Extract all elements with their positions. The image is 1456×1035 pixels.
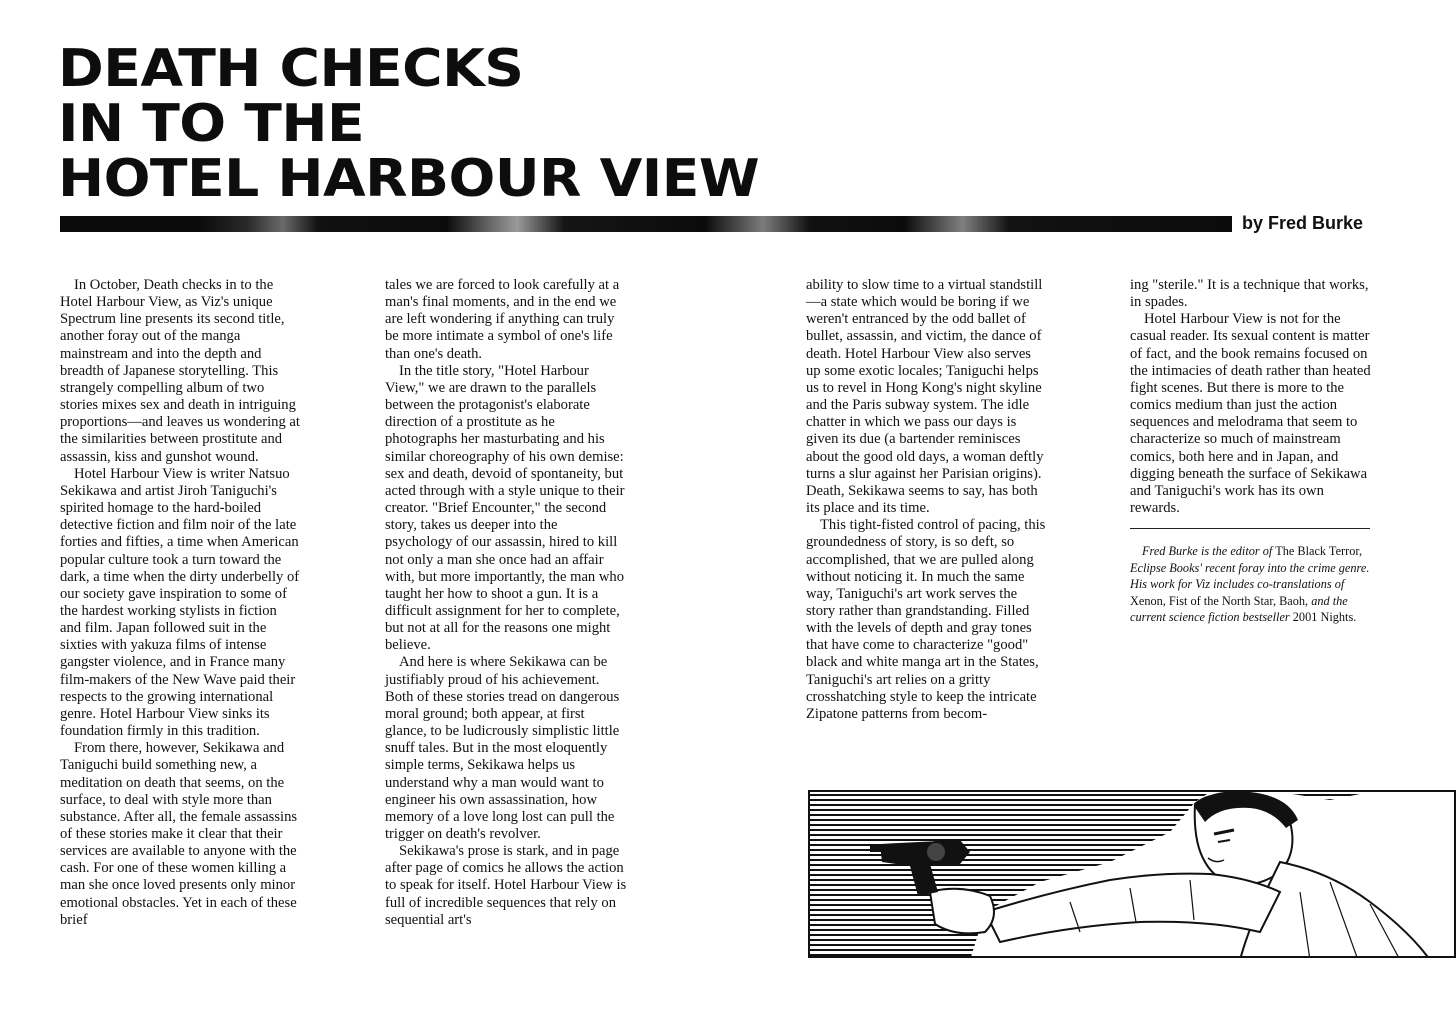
byline: by Fred Burke xyxy=(1242,213,1364,233)
article-headline xyxy=(58,39,760,209)
text-column-1 xyxy=(60,277,300,929)
gunman-artwork xyxy=(810,792,1456,958)
paragraph: Hotel Harbour View is not for the casual reader. Its sexual content is matter of fact, and the book remains focused on the intimacies of death rather than heated fight scenes. But there is more to the comics medium than just the action sequences and melodrama that seem to characterize so much of mainstream comics, both here and in Japan, and digging beneath the surface of Sekikawa and Taniguchi's work has its own rewards. xyxy=(1130,311,1371,517)
bio-title: Xenon, Fist of the North Star, Baoh, xyxy=(1130,593,1309,608)
bio-title: 2001 Nights. xyxy=(1292,610,1357,624)
paragraph: In October, Death checks in to the Hotel Harbour View, as Viz's unique Spectrum line presents its second title, another foray out of the manga mainstream and into the depth and breadth of Japanese storytelling. This strangely compelling album of two stories mixes sex and death in intriguing proportions—and leaves us wondering at the similarities between prostitute and assassin, kiss and gunshot wound. xyxy=(60,277,300,465)
paragraph: ability to slow time to a virtual standstill—a state which would be boring if we weren't entranced by the odd ballet of bullet, assassin, and victim, the dance of death. Hotel Harbour View also serves up some exotic locales; Taniguchi helps us to revel in Hong Kong's night skyline and the Paris subway system. The idle chatter in which we pass our days is given its due (a bartender reminisces about the good old days, a woman deftly turns a slur against her Parisian origins). Death, Sekikawa seems to say, has both its place and its time. xyxy=(806,277,1044,517)
bio-text: Fred Burke is the editor of xyxy=(1142,544,1273,558)
paragraph: This tight-fisted control of pacing, this groundedness of story, is so deft, so accomplished, that we are pulled along without noticing it. In much the same way, Taniguchi's art work serves the story rather than grandstanding. Filled with the levels of depth and gray tones that have come to characterize "good" black and white manga art in the States, Taniguchi's art relies on a gritty crosshatching style to keep the intricate Zipatone patterns from becom- xyxy=(806,517,1046,722)
paragraph: And here is where Sekikawa can be justifiably proud of his achievement. Both of these stories tread on dangerous moral ground; both appear, at first glance, to be ludicrously simplistic little snuff tales. But in the most eloquently simple terms, Sekikawa helps us understand why a man would want to engineer his own assassination, how memory of a love long lost can pull the trigger on death's revolver. xyxy=(385,654,620,842)
paragraph: ing "sterile." It is a technique that works, in spades. xyxy=(1130,277,1369,311)
author-bio xyxy=(1130,543,1374,626)
headline-line-1: DEATH CHECKS xyxy=(58,39,524,99)
manga-illustration xyxy=(808,790,1456,958)
bio-divider xyxy=(1130,528,1370,529)
paragraph: In the title story, "Hotel Harbour View," we are drawn to the parallels between the protagonist's elaborate direction of a prostitute as he photographs her masturbating and his similar choreography of his own demise: sex and death, devoid of spontaneity, but acted through with a style unique to their creator. "Brief Encounter," the second story, takes us deeper into the psychology of our assassin, hired to kill not only a man she once had an affair with, but more importantly, the man who taught her how to shoot a gun. It is a difficult assignment for her to complete, but not at all for the reasons one might believe. xyxy=(385,362,625,654)
paragraph: From there, however, Sekikawa and Taniguchi build something new, a meditation on death that seems, on the surface, to deal with style more than substance. After all, the female assassins of these stories make it clear that their services are available to anyone with the cash. For one of these women killing a man she once loved presents only minor emotional obstacles. Yet in each of these brief xyxy=(60,740,298,928)
paragraph: Sekikawa's prose is stark, and in page after page of comics he allows the action to speak for itself. Hotel Harbour View is full of incredible sequences that rely on sequential art's xyxy=(385,843,627,928)
paragraph: Hotel Harbour View is writer Natsuo Sekikawa and artist Jiroh Taniguchi's spirited homage to the hard-boiled detective fiction and film noir of the late forties and fifties, a time when American popular culture took a turn toward the dark, a time when the dirty underbelly of our society gave inspiration to some of the hardest working stylists in fiction and film. Japan followed suit in the sixties with yakuza films of intense gangster violence, and in France many film-makers of the New Wave paid their respects to the growing international genre. Hotel Harbour View sinks its foundation firmly in this tradition. xyxy=(60,465,300,740)
text-column-3 xyxy=(806,277,1048,723)
bio-text: Eclipse Books' recent foray into the crime genre. His work for Viz includes co-translations of xyxy=(1130,560,1370,591)
headline-line-3: HOTEL HARBOUR VIEW xyxy=(58,149,760,209)
headline-rule xyxy=(60,216,1232,232)
paragraph: tales we are forced to look carefully at a man's final moments, and in the end we are left wondering if anything can truly be more intimate a symbol of one's life than one's death. xyxy=(385,277,620,362)
bio-text: and the current science fiction bestseller xyxy=(1130,593,1348,624)
text-column-4 xyxy=(1130,277,1372,517)
bio-title: The Black Terror, xyxy=(1275,544,1363,558)
headline-line-2: IN TO THE xyxy=(58,94,365,154)
text-column-2 xyxy=(385,277,627,929)
